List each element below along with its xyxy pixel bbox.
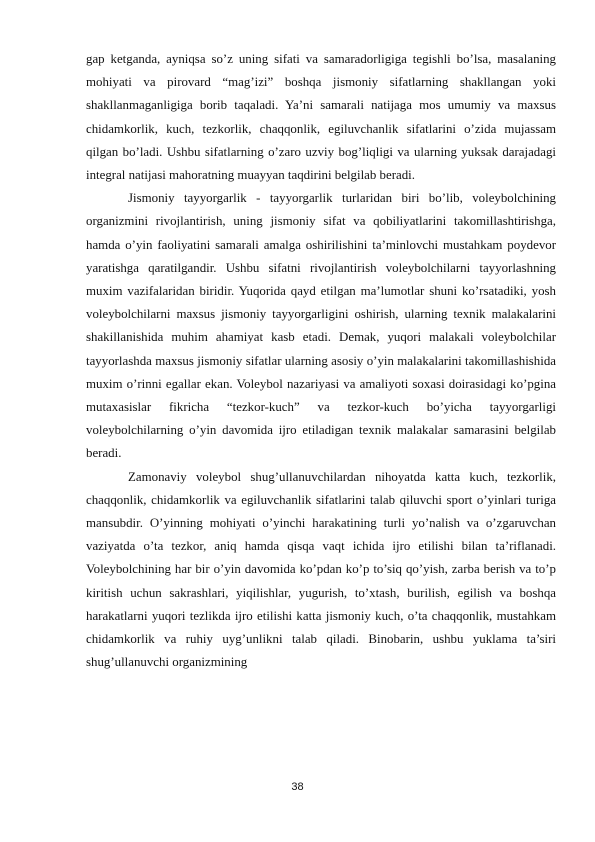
page-number: 38 — [291, 781, 304, 793]
paragraph-modern-volleyball: Zamonaviy voleybol shug’ullanuvchilardan nihoyatda katta kuch, tezkorlik, chaqqonlik, chidamkorlik va egiluvchanlik sifatlarini talab qiluvchi sport o’yinlari turiga mansubdir. O’yinning mohiyati o’yinchi harakatining turli yo’nalish va o’zgaruvchan vaziyatda o’ta tezkor, aniq hamda qisqa vaqt ichida ijro etilishi bilan ta’riflanadi. Voleybolchining har bir o’yin davomida ko’pdan ko’p to’siq qo’yish, zarba berish va to’p kiritish uchun sakrashlari, yiqilishlar, yugurish, to’xtash, burilish, egilish va boshqa harakatlarni yuqori tezlikda ijro etilishi katta jismoniy kuch, o’ta chaqqonlik, mustahkam chidamkorlik va ruhiy uyg’unlikni talab qiladi. Binobarin, ushbu yuklama ta’siri shug’ullanuvchi organizmining — [86, 469, 556, 670]
paragraph-physical-preparation: Jismoniy tayyorgarlik - tayyorgarlik turlaridan biri bo’lib, voleybolchining organizmini rivojlantirish, uning jismoniy sifat va qobiliyatlarini takomillashtirishga, hamda o’yin faoliyatini samarali amalga oshirilishini ta’minlovchi mustahkam poydevor yaratishga qaratilgandir. Ushbu sifatni rivojlantirish voleybolchilarni tayyorlashning muxim vazifalaridan biridir. Yuqorida qayd etilgan ma’lumotlar shuni ko’rsatadiki, yosh voleybolchilarni maxsus jismoniy tayyorgarligini oshirish, ularning texnik malakalarini shakillanishida muhim ahamiyat kasb etadi. Demak, yuqori malakali voleybolchilar tayyorlashda maxsus jismoniy sifatlar ularning asosiy o’yin malakalarini takomillashishida muxim o’rinni egallar ekan. Voleybol nazariyasi va amaliyoti soxasi doirasidagi ko’pgina mutaxasislar fikricha “tezkor-kuch” va tezkor-kuch bo’yicha tayyorgarligi voleybolchilarning o’yin davomida ijro etiladigan texnik malakalar samarasini belgilab beradi. — [86, 191, 556, 461]
document-page — [86, 48, 556, 674]
paragraph-continuation: gap ketganda, ayniqsa so’z uning sifati va samaradorligiga tegishli bo’lsa, masalaning mohiyati va pirovard “mag’izi” boshqa jismoniy sifatlarning shakllangan yoki shakllanmaganligiga borib taqaladi. Ya’ni samarali natijaga mos umumiy va maxsus chidamkorlik, kuch, tezkorlik, chaqqonlik, egiluvchanlik sifatlarini o’zida mujassam qilgan bo’ladi. Ushbu sifatlarning o’zaro uzviy bog’liqligi va ularning yuksak darajadagi integral natijasi mahoratning muayyan taqdirini belgilab beradi. — [86, 52, 556, 183]
